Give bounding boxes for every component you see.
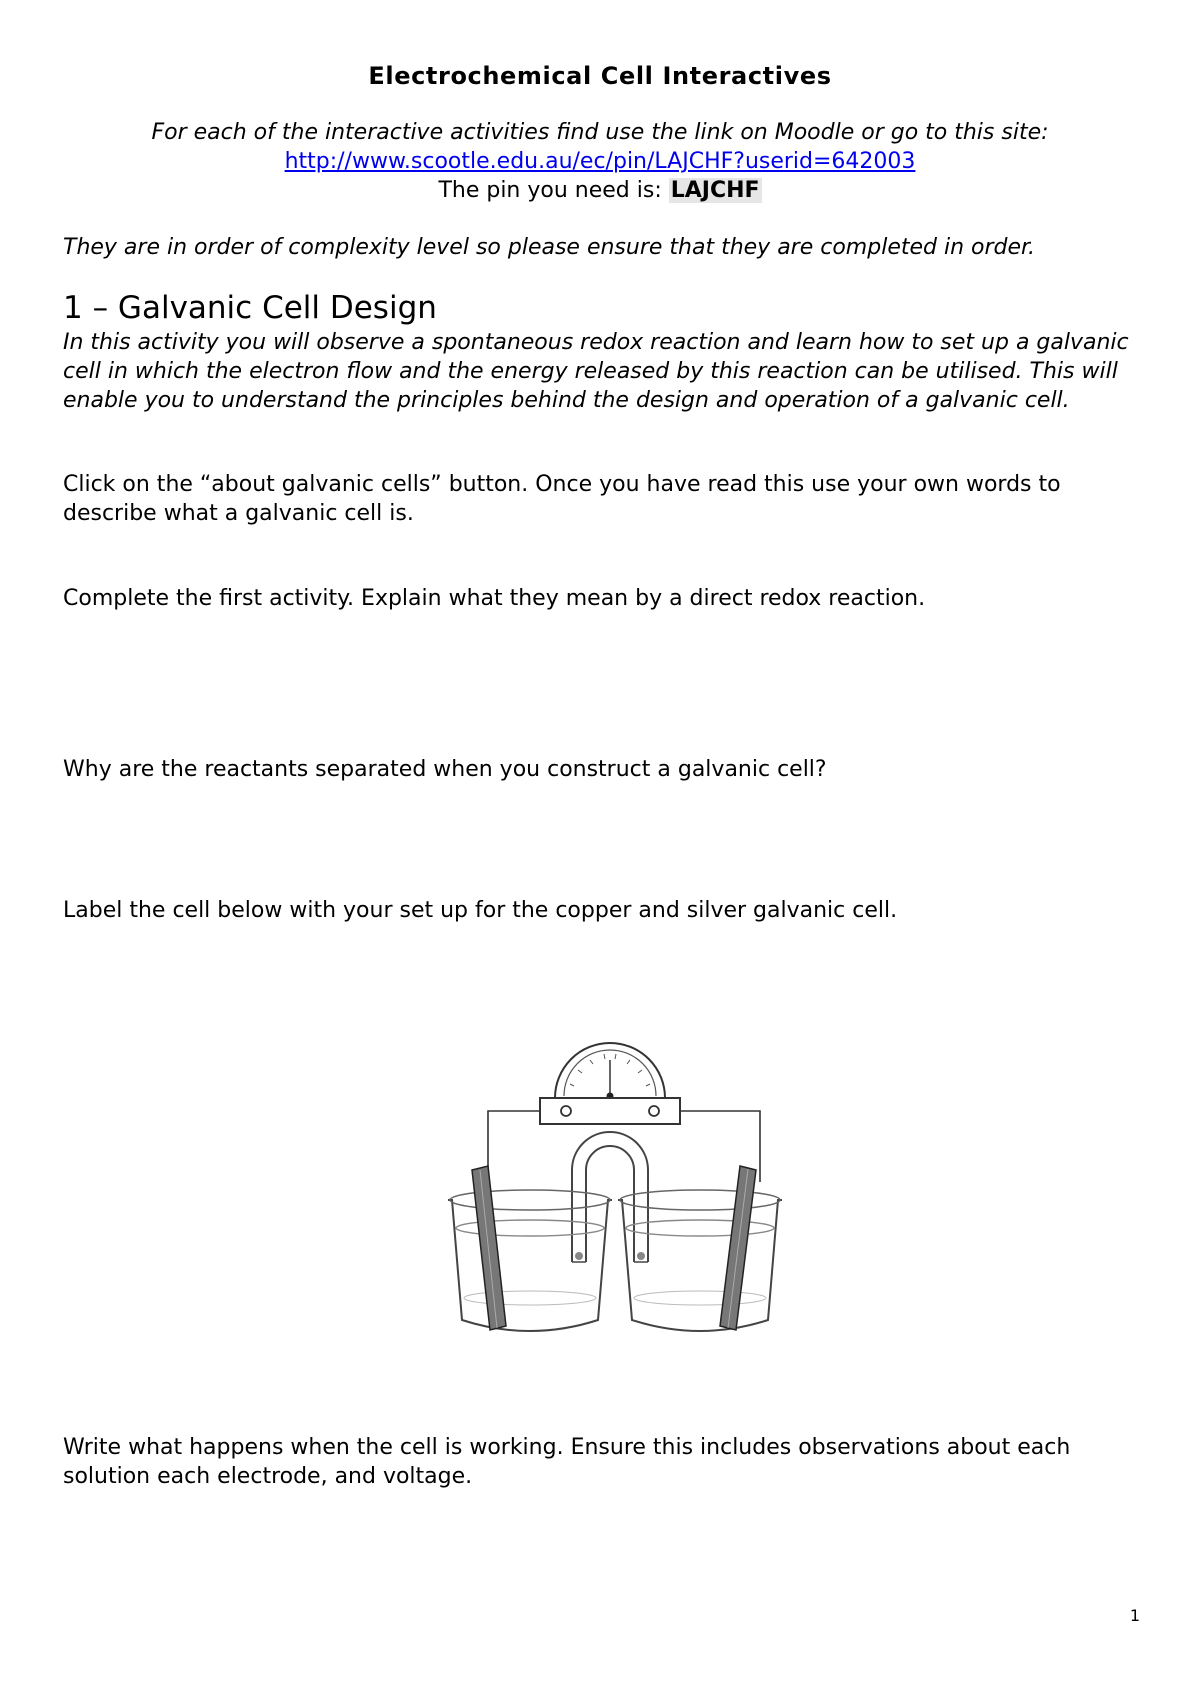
order-note: They are in order of complexity level so please ensure that they are completed in order. — [63, 235, 1036, 260]
question-4: Label the cell below with your set up for the copper and silver galvanic cell. — [63, 898, 898, 923]
salt-bridge-icon — [572, 1132, 648, 1262]
link-line — [0, 149, 1200, 174]
pin-code: LAJCHF — [670, 178, 760, 203]
left-beaker-icon — [448, 1190, 612, 1331]
question-3: Why are the reactants separated when you construct a galvanic cell? — [63, 757, 827, 782]
voltmeter-icon — [540, 1043, 680, 1124]
intro-text: For each of the interactive activities find use the link on Moodle or go to this site: — [151, 120, 1049, 145]
pin-line — [0, 178, 1200, 203]
page-number: 1 — [1129, 1606, 1140, 1625]
question-1: Click on the “about galvanic cells” button. Once you have read this use your own words to describe what a galvanic cell is. — [63, 472, 1061, 526]
question-2: Complete the first activity. Explain what they mean by a direct redox reaction. — [63, 586, 926, 611]
section-intro: In this activity you will observe a spontaneous redox reaction and learn how to set up a galvanic cell in which the electron flow and the energy released by this reaction can be utilised. This will enable you to understand the principles behind the design and operation of a galvanic cell. — [63, 330, 1129, 413]
section-heading: 1 – Galvanic Cell Design — [63, 290, 437, 326]
galvanic-cell-diagram — [440, 1030, 800, 1350]
right-beaker-icon — [618, 1190, 782, 1331]
scootle-link[interactable]: http://www.scootle.edu.au/ec/pin/LAJCHF?userid=642003 — [284, 149, 916, 174]
question-5: Write what happens when the cell is working. Ensure this includes observations about each solution each electrode, and voltage. — [63, 1435, 1071, 1489]
document-title: Electrochemical Cell Interactives — [368, 62, 832, 90]
pin-label: The pin you need is: — [438, 178, 669, 203]
